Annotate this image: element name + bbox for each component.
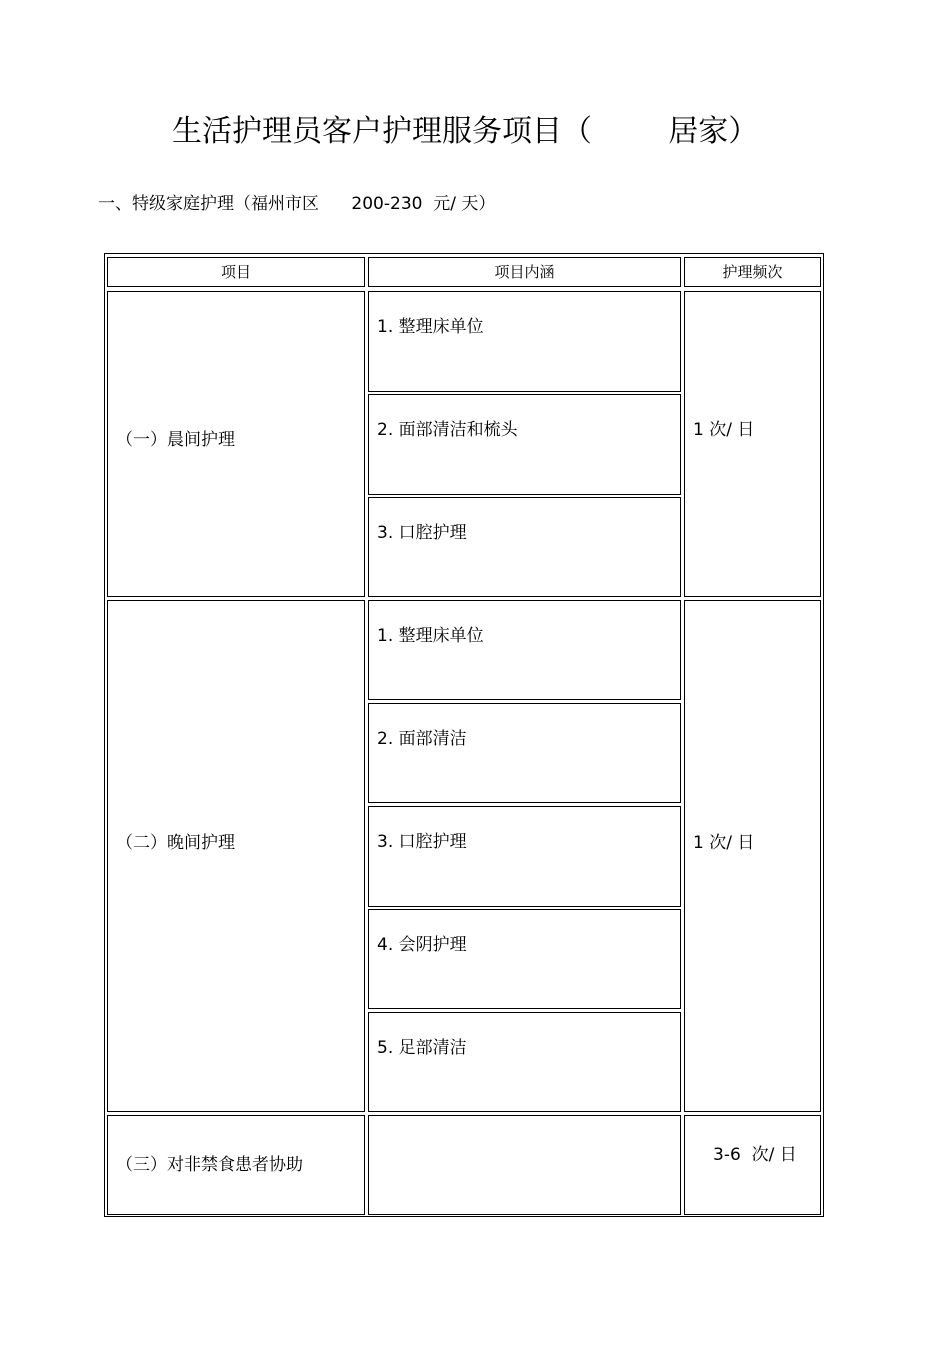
frequency-label: 3-6 次/ 日	[713, 1145, 797, 1165]
content-label: 1. 整理床单位	[377, 317, 484, 337]
content-label: 3. 口腔护理	[377, 832, 467, 852]
group-item-label: （二）晚间护理	[116, 833, 235, 853]
header-frequency-label: 护理频次	[722, 263, 783, 281]
group-item-cell	[107, 291, 365, 597]
frequency-cell	[684, 600, 821, 1112]
group-item-label: （一）晨间护理	[116, 430, 235, 450]
content-label: 1. 整理床单位	[377, 626, 484, 646]
content-cell	[368, 703, 681, 803]
header-item-label: 项目	[220, 263, 251, 281]
frequency-cell	[684, 1115, 821, 1215]
frequency-label: 1 次/ 日	[693, 420, 755, 440]
content-cell	[368, 497, 681, 597]
content-cell	[368, 1115, 681, 1215]
content-cell	[368, 806, 681, 907]
header-item	[107, 257, 365, 287]
service-table	[104, 253, 824, 1217]
header-content	[368, 257, 681, 287]
content-label: 5. 足部清洁	[377, 1038, 467, 1058]
content-cell	[368, 1012, 681, 1112]
group-item-label: （三）对非禁食患者协助	[116, 1155, 303, 1175]
content-cell	[368, 909, 681, 1009]
group-item-cell	[107, 600, 365, 1112]
header-content-label: 项目内涵	[494, 263, 555, 281]
page-title: 生活护理员客户护理服务项目（ 居家）	[172, 114, 759, 149]
content-cell	[368, 291, 681, 392]
content-label: 2. 面部清洁	[377, 729, 467, 749]
content-label: 3. 口腔护理	[377, 523, 467, 543]
content-label: 2. 面部清洁和梳头	[377, 420, 518, 440]
frequency-label: 1 次/ 日	[693, 833, 755, 853]
group-item-cell	[107, 1115, 365, 1215]
content-label: 4. 会阴护理	[377, 935, 467, 955]
frequency-cell	[684, 291, 821, 597]
content-cell	[368, 600, 681, 700]
section-heading: 一、特级家庭护理（福州市区 200-230 元/ 天）	[98, 194, 496, 214]
header-frequency	[684, 257, 821, 287]
content-cell	[368, 394, 681, 495]
